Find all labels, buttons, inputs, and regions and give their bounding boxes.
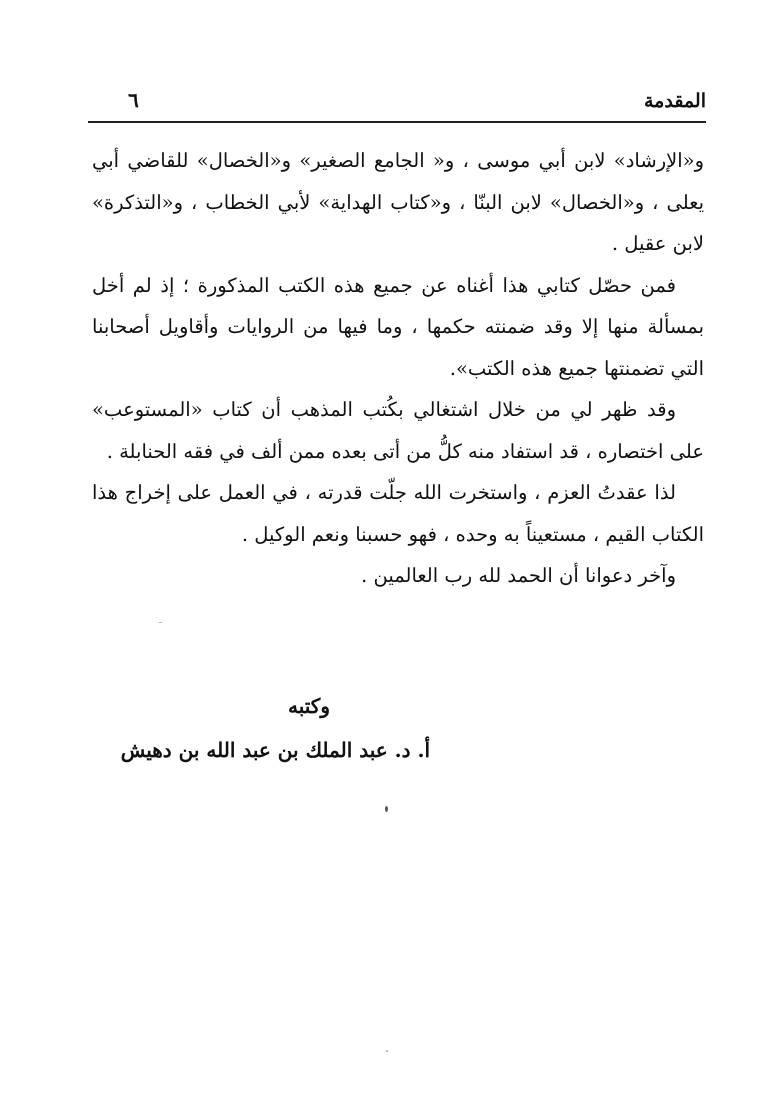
signature-wrote: وكتبه (288, 694, 330, 718)
page-number: ٦ (128, 88, 139, 112)
running-header (88, 84, 706, 122)
scan-speck (386, 1050, 388, 1052)
scan-speck (158, 622, 163, 623)
paragraph-continued: و«الإرشاد» لابن أبي موسى ، و« الجامع الصغير» و«الخصال» للقاضي أبي يعلى ، و«الخصال» لابن البنّا ، و«كتاب الهداية» لأبي الخطاب ، و«التذكرة» لابن عقيل . (92, 149, 704, 255)
signature-block (121, 684, 430, 772)
header-divider (88, 121, 706, 123)
closing-paragraph: وآخر دعوانا أن الحمد لله رب العالمين . (361, 564, 676, 587)
paragraph: وقد ظهر لي من خلال اشتغالي بكُتب المذهب أن كتاب «المستوعب» على اختصاره ، قد استفاد منه كلُّ من أتى بعده ممن ألف في فقه الحنابلة . (92, 398, 704, 463)
scan-speck (385, 806, 388, 812)
paragraph: فمن حصّل كتابي هذا أغناه عن جميع هذه الكتب المذكورة ؛ إذ لم أخل بمسألة منها إلا وقد ضمنته حكمها ، وما فيها من الروايات وأقاويل أصحابنا التي تضمنتها جميع هذه الكتب». (92, 273, 704, 380)
paragraph: لذا عقدتُ العزم ، واستخرت الله جلّت قدرته ، في العمل على إخراج هذا الكتاب القيم ، مستعيناً به وحده ، فهو حسبنا ونعم الوكيل . (92, 481, 704, 546)
chapter-title: المقدمة (643, 90, 706, 112)
signature-name: أ. د. عبد الملك بن عبد الله بن دهيش (120, 738, 430, 762)
main-text (92, 140, 704, 597)
